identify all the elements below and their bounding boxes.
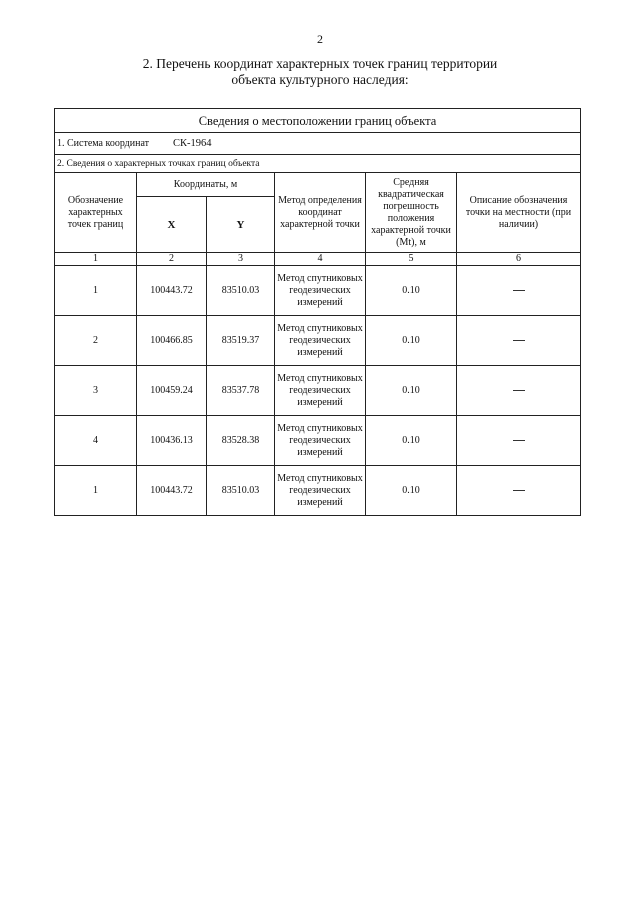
- point-id: 1: [55, 466, 137, 516]
- x-coordinate: 100436.13: [137, 416, 207, 466]
- dash-mark: [513, 290, 525, 291]
- title-line-2: объекта культурного наследия:: [231, 72, 409, 87]
- y-coordinate: 83528.38: [207, 416, 275, 466]
- point-id: 1: [55, 266, 137, 316]
- x-coordinate: 100443.72: [137, 266, 207, 316]
- table-row: [55, 316, 581, 366]
- table-row: [55, 466, 581, 516]
- col-method-header: Метод определения координат характерной точки: [275, 173, 366, 253]
- y-coordinate: 83519.37: [207, 316, 275, 366]
- error-value: 0.10: [366, 466, 457, 516]
- x-coordinate: 100443.72: [137, 466, 207, 516]
- description-cell: [457, 466, 581, 516]
- error-value: 0.10: [366, 266, 457, 316]
- coordinate-system-label: 1. Система координат: [57, 137, 150, 149]
- description-cell: [457, 416, 581, 466]
- method-cell: Метод спутниковых геодезических измерений: [275, 316, 366, 366]
- column-number: 6: [457, 253, 581, 266]
- y-coordinate: 83510.03: [207, 266, 275, 316]
- table-row: [55, 266, 581, 316]
- dash-mark: [513, 340, 525, 341]
- error-value: 0.10: [366, 366, 457, 416]
- y-coordinate: 83510.03: [207, 466, 275, 516]
- x-coordinate: 100466.85: [137, 316, 207, 366]
- description-cell: [457, 266, 581, 316]
- col-error-header: Средняя квадратическая погрешность положения характерной точки (Mt), м: [366, 173, 457, 253]
- col-coordinates-header: Координаты, м: [137, 173, 275, 197]
- col-y-header: Y: [207, 197, 275, 253]
- dash-mark: [513, 490, 525, 491]
- method-cell: Метод спутниковых геодезических измерений: [275, 466, 366, 516]
- title-line-1: 2. Перечень координат характерных точек границ территории: [142, 56, 498, 71]
- column-number: 2: [137, 253, 207, 266]
- coordinate-system-value: СК-1964: [173, 137, 212, 149]
- method-cell: Метод спутниковых геодезических измерений: [275, 366, 366, 416]
- column-number: 1: [55, 253, 137, 266]
- dash-mark: [513, 440, 525, 441]
- section-label: 2. Сведения о характерных точках границ объекта: [55, 155, 581, 173]
- col-description-header: Описание обозначения точки на местности (при наличии): [457, 173, 581, 253]
- column-number: 3: [207, 253, 275, 266]
- error-value: 0.10: [366, 316, 457, 366]
- column-numbers-row: [55, 253, 581, 266]
- page-number: 2: [317, 32, 323, 46]
- description-cell: [457, 366, 581, 416]
- x-coordinate: 100459.24: [137, 366, 207, 416]
- col-designation-header: Обозначение характерных точек границ: [55, 173, 137, 253]
- table-row: [55, 366, 581, 416]
- coordinates-table: [54, 108, 581, 516]
- method-cell: Метод спутниковых геодезических измерений: [275, 266, 366, 316]
- point-id: 3: [55, 366, 137, 416]
- description-cell: [457, 316, 581, 366]
- coordinate-system-row: [55, 133, 581, 155]
- dash-mark: [513, 390, 525, 391]
- document-title: [0, 56, 640, 88]
- point-id: 4: [55, 416, 137, 466]
- column-number: 5: [366, 253, 457, 266]
- method-cell: Метод спутниковых геодезических измерений: [275, 416, 366, 466]
- y-coordinate: 83537.78: [207, 366, 275, 416]
- error-value: 0.10: [366, 416, 457, 466]
- column-number: 4: [275, 253, 366, 266]
- point-id: 2: [55, 316, 137, 366]
- table-header: Сведения о местоположении границ объекта: [55, 109, 581, 133]
- col-x-header: X: [137, 197, 207, 253]
- table-row: [55, 416, 581, 466]
